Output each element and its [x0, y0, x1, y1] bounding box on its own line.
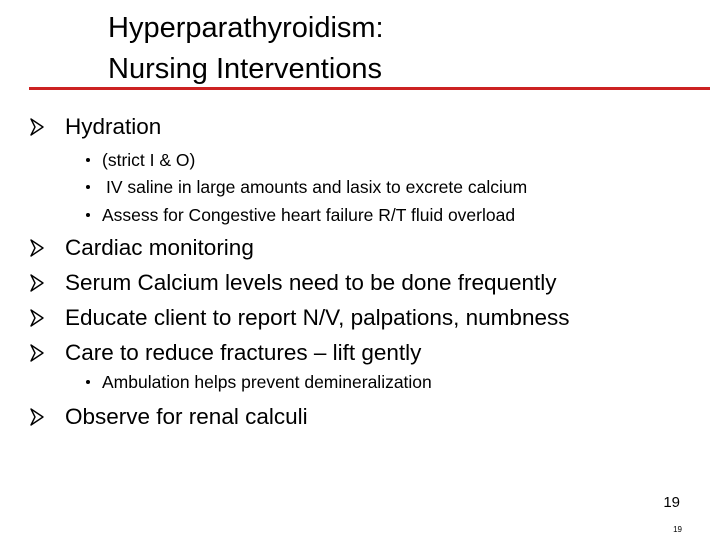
bullet-text: Serum Calcium levels need to be done frequently — [65, 270, 557, 295]
bullet-text: Educate client to report N/V, palpations, numbness — [65, 305, 570, 330]
arrowhead-bullet-icon — [30, 274, 44, 292]
bullet-text: Cardiac monitoring — [65, 235, 254, 260]
slide-title — [108, 8, 384, 90]
slide-title-line-2: Nursing Interventions — [108, 53, 383, 85]
dot-bullet-icon — [86, 185, 90, 189]
sub-bullet-text: IV saline in large amounts and lasix to excrete calcium — [106, 177, 528, 197]
sub-bullet-text: (strict I & O) — [102, 150, 196, 170]
dot-bullet-icon — [86, 158, 90, 162]
arrowhead-bullet-icon — [30, 344, 44, 362]
bullet-text: Observe for renal calculi — [65, 404, 308, 429]
slide-number: 19 — [663, 494, 680, 511]
bullet-text: Care to reduce fractures – lift gently — [65, 340, 422, 365]
title-underline — [29, 87, 710, 90]
arrowhead-bullet-icon — [30, 118, 44, 136]
sub-bullet-text: Ambulation helps prevent demineralization — [102, 372, 432, 392]
arrowhead-bullet-icon — [30, 309, 44, 327]
arrowhead-bullet-icon — [30, 239, 44, 257]
slide-number-footer: 19 — [673, 525, 682, 534]
slide-title-line-1: Hyperparathyroidism: — [108, 12, 384, 44]
sub-bullet-text: Assess for Congestive heart failure R/T fluid overload — [102, 205, 516, 225]
dot-bullet-icon — [86, 380, 90, 384]
dot-bullet-icon — [86, 213, 90, 217]
arrowhead-bullet-icon — [30, 408, 44, 426]
bullet-text: Hydration — [65, 114, 162, 139]
